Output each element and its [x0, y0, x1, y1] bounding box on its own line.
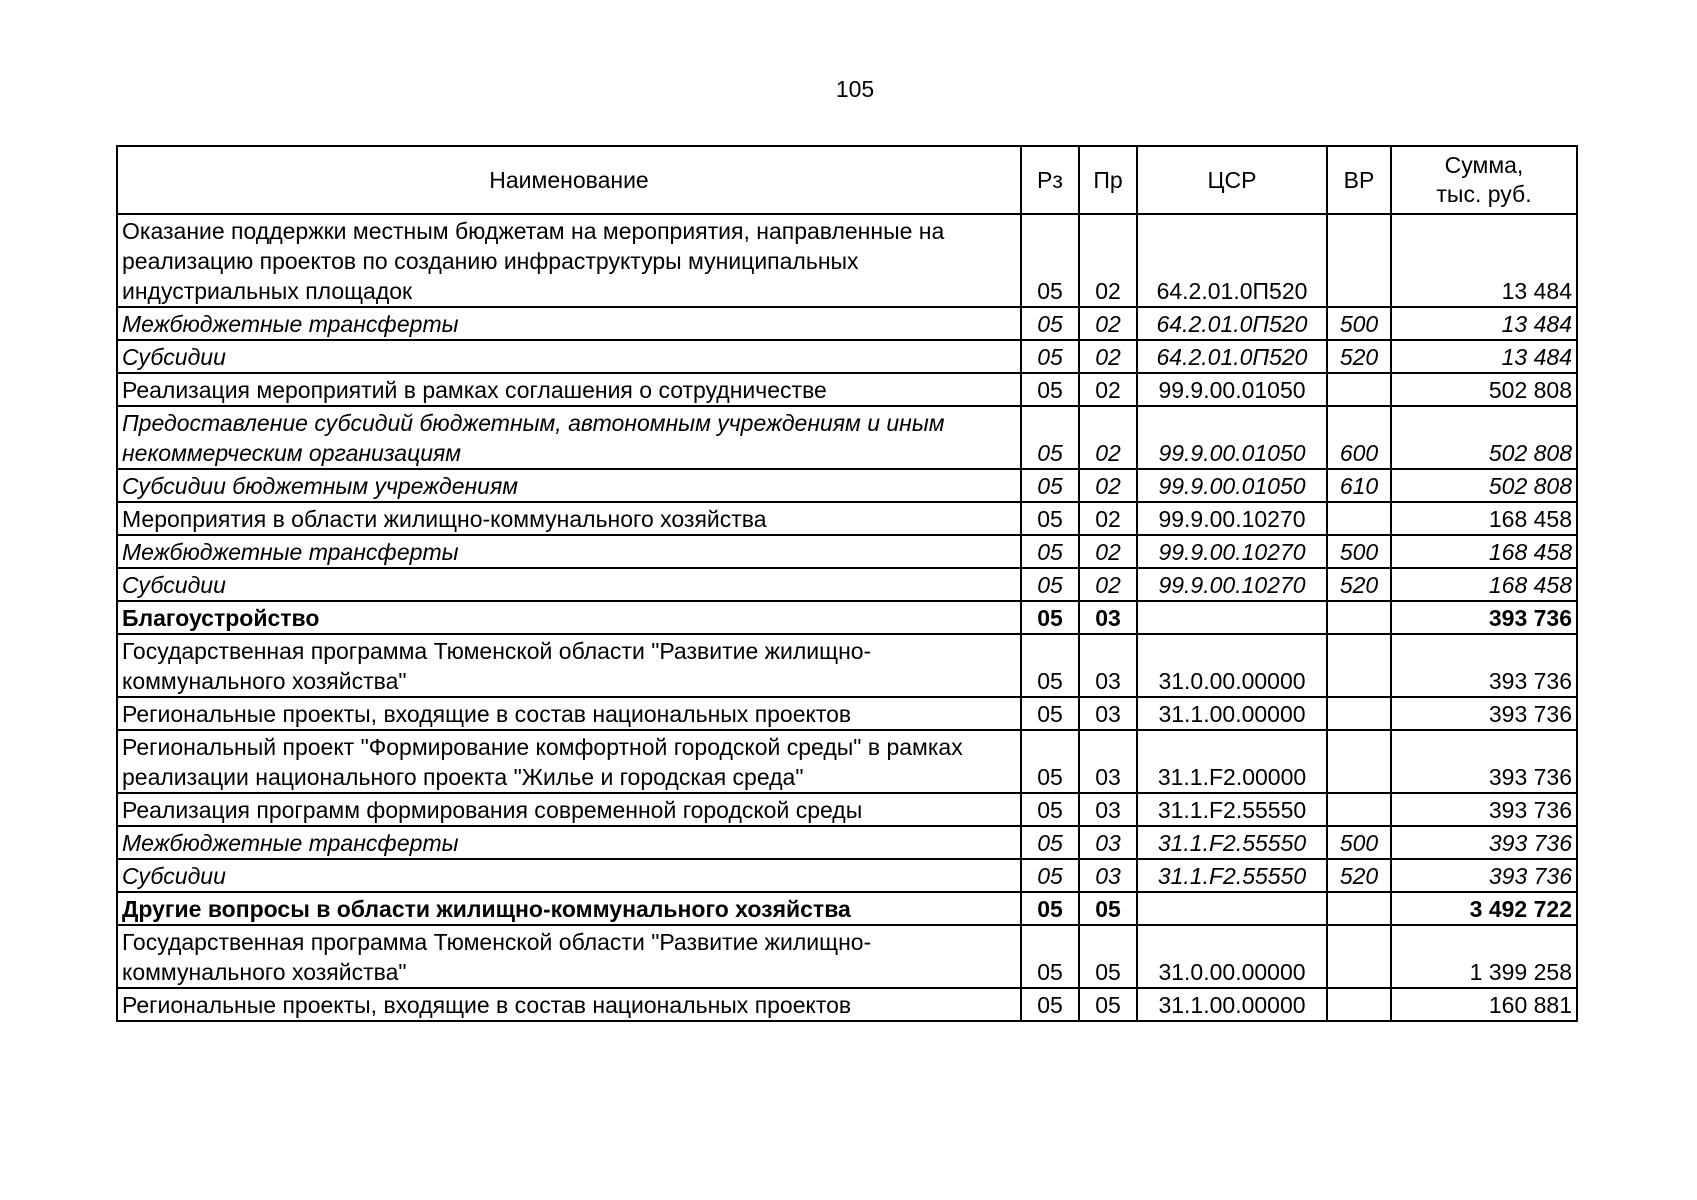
cell-vr	[1327, 988, 1391, 1021]
cell-pr: 03	[1079, 793, 1137, 826]
header-sum-line2: тыс. руб.	[1436, 181, 1532, 207]
header-sum	[1391, 146, 1577, 214]
cell-name: Субсидии	[117, 568, 1021, 601]
cell-rz: 05	[1021, 568, 1079, 601]
cell-name: Реализация мероприятий в рамках соглашения о сотрудничестве	[117, 373, 1021, 406]
cell-name: Субсидии бюджетным учреждениям	[117, 469, 1021, 502]
cell-pr: 03	[1079, 634, 1137, 697]
cell-sum: 13 484	[1391, 340, 1577, 373]
cell-vr	[1327, 373, 1391, 406]
table-row	[117, 892, 1577, 925]
header-pr: Пр	[1079, 146, 1137, 214]
cell-vr: 600	[1327, 406, 1391, 469]
cell-sum: 393 736	[1391, 601, 1577, 634]
cell-csr: 64.2.01.0П520	[1137, 214, 1327, 307]
table-row	[117, 697, 1577, 730]
cell-sum: 1 399 258	[1391, 925, 1577, 988]
table-row	[117, 502, 1577, 535]
header-name: Наименование	[117, 146, 1021, 214]
cell-csr: 31.1.F2.55550	[1137, 793, 1327, 826]
cell-name: Другие вопросы в области жилищно-коммунального хозяйства	[117, 892, 1021, 925]
cell-sum: 393 736	[1391, 859, 1577, 892]
cell-csr: 99.9.00.01050	[1137, 469, 1327, 502]
cell-rz: 05	[1021, 925, 1079, 988]
cell-name: Межбюджетные трансферты	[117, 826, 1021, 859]
cell-csr: 99.9.00.01050	[1137, 406, 1327, 469]
cell-vr	[1327, 730, 1391, 793]
cell-sum: 393 736	[1391, 697, 1577, 730]
cell-csr: 31.1.F2.55550	[1137, 859, 1327, 892]
cell-sum: 502 808	[1391, 373, 1577, 406]
cell-vr: 520	[1327, 859, 1391, 892]
cell-name: Межбюджетные трансферты	[117, 307, 1021, 340]
cell-rz: 05	[1021, 502, 1079, 535]
cell-csr: 31.0.00.00000	[1137, 634, 1327, 697]
table-row	[117, 826, 1577, 859]
cell-name: Субсидии	[117, 859, 1021, 892]
cell-csr: 31.1.F2.00000	[1137, 730, 1327, 793]
table-row	[117, 730, 1577, 793]
cell-vr	[1327, 793, 1391, 826]
table-row	[117, 307, 1577, 340]
cell-rz: 05	[1021, 730, 1079, 793]
table-row	[117, 793, 1577, 826]
cell-rz: 05	[1021, 601, 1079, 634]
cell-name: Государственная программа Тюменской области "Развитие жилищно-коммунального хозяйства"	[117, 634, 1021, 697]
table-body	[117, 214, 1577, 1021]
cell-pr: 03	[1079, 859, 1137, 892]
cell-rz: 05	[1021, 892, 1079, 925]
cell-name: Региональные проекты, входящие в состав национальных проектов	[117, 697, 1021, 730]
cell-rz: 05	[1021, 535, 1079, 568]
cell-sum: 13 484	[1391, 307, 1577, 340]
cell-name: Реализация программ формирования современной городской среды	[117, 793, 1021, 826]
table-row	[117, 859, 1577, 892]
cell-csr: 99.9.00.01050	[1137, 373, 1327, 406]
cell-rz: 05	[1021, 634, 1079, 697]
cell-rz: 05	[1021, 859, 1079, 892]
cell-vr	[1327, 892, 1391, 925]
cell-sum: 168 458	[1391, 502, 1577, 535]
cell-pr: 05	[1079, 988, 1137, 1021]
cell-pr: 02	[1079, 214, 1137, 307]
cell-pr: 05	[1079, 925, 1137, 988]
cell-pr: 02	[1079, 568, 1137, 601]
cell-csr: 31.1.F2.55550	[1137, 826, 1327, 859]
page-number: 105	[835, 76, 875, 102]
cell-csr: 64.2.01.0П520	[1137, 307, 1327, 340]
table-row	[117, 373, 1577, 406]
table-row	[117, 340, 1577, 373]
cell-pr: 02	[1079, 307, 1137, 340]
table-row	[117, 634, 1577, 697]
cell-rz: 05	[1021, 826, 1079, 859]
cell-pr: 02	[1079, 373, 1137, 406]
cell-vr	[1327, 214, 1391, 307]
cell-rz: 05	[1021, 988, 1079, 1021]
cell-vr: 610	[1327, 469, 1391, 502]
table-row	[117, 568, 1577, 601]
cell-vr: 520	[1327, 340, 1391, 373]
table-row	[117, 535, 1577, 568]
cell-vr	[1327, 601, 1391, 634]
cell-name: Государственная программа Тюменской области "Развитие жилищно-коммунального хозяйства"	[117, 925, 1021, 988]
cell-pr: 03	[1079, 730, 1137, 793]
cell-sum: 393 736	[1391, 730, 1577, 793]
cell-pr: 02	[1079, 535, 1137, 568]
cell-sum: 502 808	[1391, 469, 1577, 502]
cell-csr	[1137, 601, 1327, 634]
cell-pr: 02	[1079, 340, 1137, 373]
cell-csr: 31.0.00.00000	[1137, 925, 1327, 988]
cell-rz: 05	[1021, 214, 1079, 307]
cell-pr: 02	[1079, 502, 1137, 535]
table-row	[117, 469, 1577, 502]
header-row	[117, 146, 1577, 214]
cell-rz: 05	[1021, 469, 1079, 502]
cell-sum: 168 458	[1391, 568, 1577, 601]
cell-pr: 05	[1079, 892, 1137, 925]
cell-name: Оказание поддержки местным бюджетам на мероприятия, направленные на реализацию проектов по созданию инфраструктуры муниципальных индустриальных площадок	[117, 214, 1021, 307]
cell-name: Субсидии	[117, 340, 1021, 373]
cell-sum: 502 808	[1391, 406, 1577, 469]
cell-csr: 31.1.00.00000	[1137, 697, 1327, 730]
cell-pr: 02	[1079, 406, 1137, 469]
cell-pr: 03	[1079, 826, 1137, 859]
cell-sum: 393 736	[1391, 826, 1577, 859]
cell-rz: 05	[1021, 697, 1079, 730]
cell-name: Благоустройство	[117, 601, 1021, 634]
cell-name: Региональный проект "Формирование комфортной городской среды" в рамках реализации национального проекта "Жилье и городская среда"	[117, 730, 1021, 793]
cell-sum: 160 881	[1391, 988, 1577, 1021]
header-vr: ВР	[1327, 146, 1391, 214]
budget-table	[116, 145, 1578, 1022]
cell-vr: 520	[1327, 568, 1391, 601]
cell-csr	[1137, 892, 1327, 925]
cell-vr: 500	[1327, 307, 1391, 340]
table-row	[117, 988, 1577, 1021]
cell-csr: 64.2.01.0П520	[1137, 340, 1327, 373]
cell-name: Региональные проекты, входящие в состав национальных проектов	[117, 988, 1021, 1021]
cell-vr: 500	[1327, 535, 1391, 568]
cell-sum: 168 458	[1391, 535, 1577, 568]
header-csr: ЦСР	[1137, 146, 1327, 214]
cell-name: Мероприятия в области жилищно-коммунального хозяйства	[117, 502, 1021, 535]
table-row	[117, 925, 1577, 988]
cell-csr: 99.9.00.10270	[1137, 502, 1327, 535]
table-header	[117, 146, 1577, 214]
cell-rz: 05	[1021, 406, 1079, 469]
cell-pr: 02	[1079, 469, 1137, 502]
cell-csr: 31.1.00.00000	[1137, 988, 1327, 1021]
cell-name: Межбюджетные трансферты	[117, 535, 1021, 568]
cell-vr	[1327, 697, 1391, 730]
cell-sum: 13 484	[1391, 214, 1577, 307]
table-row	[117, 406, 1577, 469]
cell-vr	[1327, 925, 1391, 988]
cell-vr: 500	[1327, 826, 1391, 859]
cell-csr: 99.9.00.10270	[1137, 568, 1327, 601]
header-sum-line1: Сумма,	[1444, 152, 1524, 178]
cell-vr	[1327, 634, 1391, 697]
cell-csr: 99.9.00.10270	[1137, 535, 1327, 568]
table-row	[117, 601, 1577, 634]
cell-pr: 03	[1079, 601, 1137, 634]
cell-rz: 05	[1021, 373, 1079, 406]
cell-rz: 05	[1021, 307, 1079, 340]
cell-rz: 05	[1021, 340, 1079, 373]
cell-sum: 3 492 722	[1391, 892, 1577, 925]
table-row	[117, 214, 1577, 307]
cell-name: Предоставление субсидий бюджетным, автономным учреждениям и иным некоммерческим организациям	[117, 406, 1021, 469]
cell-sum: 393 736	[1391, 793, 1577, 826]
header-rz: Рз	[1021, 146, 1079, 214]
cell-vr	[1327, 502, 1391, 535]
cell-sum: 393 736	[1391, 634, 1577, 697]
cell-rz: 05	[1021, 793, 1079, 826]
cell-pr: 03	[1079, 697, 1137, 730]
